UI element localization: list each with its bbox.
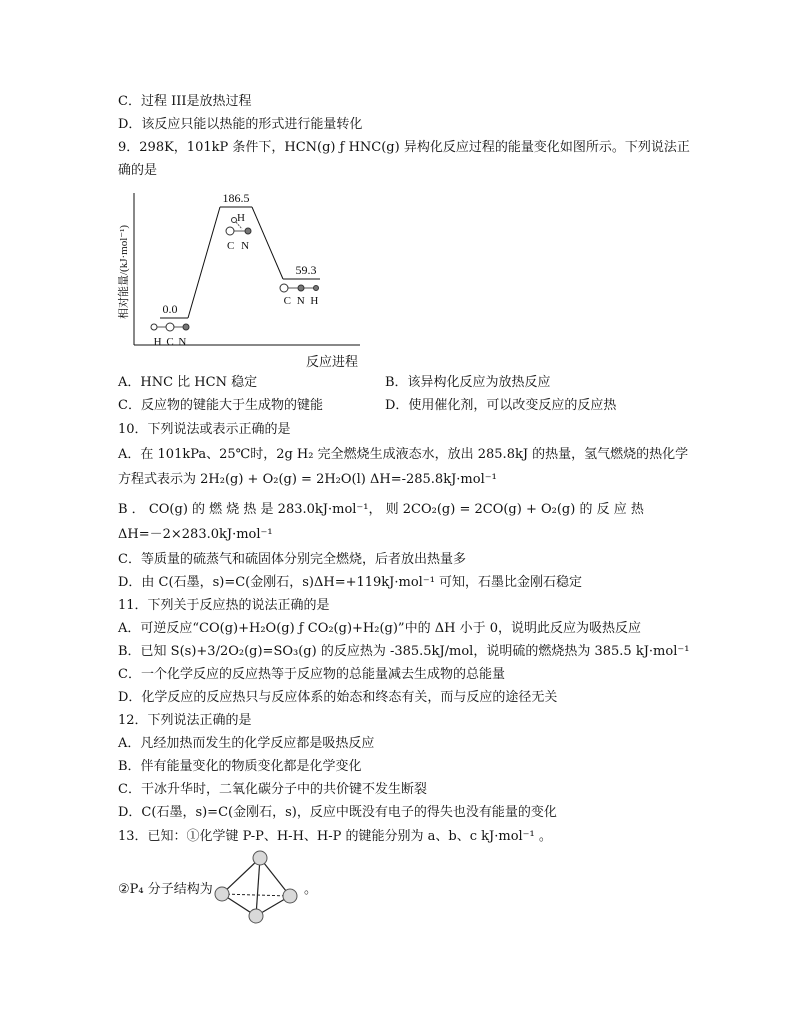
q12-option-b: B．伴有能量变化的物质变化都是化学变化 — [118, 759, 362, 774]
q9-option-a: A．HNC 比 HCN 稳定 — [118, 375, 258, 390]
q11-option-b: B．已知 S(s)+3/2O₂(g)=SO₃(g) 的反应热为 -385.5kJ/mol，说明硫的燃烧热为 385.5 kJ·mol⁻¹ — [118, 644, 690, 659]
p-atom-top — [253, 851, 267, 865]
q12-option-d: D．C(石墨，s)=C(金刚石，s)，反应中既没有电子的得失也没有能量的变化 — [118, 805, 557, 820]
q10-option-d: D．由 C(石墨，s)=C(金刚石，s)ΔH=+119kJ·mol⁻¹ 可知，石墨比金刚石稳定 — [118, 575, 583, 590]
q11-option-c: C．一个化学反应的反应热等于反应物的总能量减去生成物的总能量 — [118, 667, 505, 682]
q11-option-d: D．化学反应的反应热只与反应体系的始态和终态有关，而与反应的途径无关 — [118, 690, 558, 705]
label-186: 186.5 — [222, 191, 250, 205]
path-up — [188, 207, 220, 318]
p4-molecule-structure — [212, 846, 304, 926]
q9-stem-2: 确的是 — [118, 163, 158, 178]
p-atom-left — [215, 887, 229, 901]
ts-molecule — [226, 212, 251, 252]
q13-stem: 13．已知：①化学键 P-P、H-H、H-P 的键能分别为 a、b、c kJ·mol⁻¹ 。 — [118, 829, 552, 844]
p-atom-bottom — [249, 909, 263, 923]
q9-option-d: D．使用催化剂，可以改变反应的反应热 — [385, 398, 617, 413]
q10-option-c: C．等质量的硫蒸气和硫固体分别完全燃烧，后者放出热量多 — [118, 552, 466, 567]
ts-atom-h: H — [237, 212, 245, 224]
p-atom-right — [283, 889, 297, 903]
path-down — [252, 207, 283, 279]
hnc-molecule — [280, 284, 319, 307]
q10-option-a-2: 方程式表示为 2H₂(g) + O₂(g) = 2H₂O(l) ΔH=-285.8kJ·mol⁻¹ — [118, 472, 497, 487]
q9-stem-1: 9．298K，101kP 条件下，HCN(g) ƒ HNC(g) 异构化反应过程的能量变化如图所示。下列说法正 — [118, 140, 690, 155]
y-axis-label: 相对能量/(kJ·mol⁻¹) — [118, 224, 130, 320]
q12-option-a: A．凡经加热而发生的化学反应都是吸热反应 — [118, 736, 375, 751]
q11-option-a: A．可逆反应“CO(g)+H₂O(g) ƒ CO₂(g)+H₂(g)”中的 ΔH 小于 0，说明此反应为吸热反应 — [118, 621, 641, 636]
hcn-molecule — [151, 323, 189, 348]
hcn-atoms: H C N — [153, 336, 187, 348]
q9-option-b: B．该异构化反应为放热反应 — [385, 375, 551, 390]
q10-option-b-2: ΔH=－2×283.0kJ·mol⁻¹ — [118, 527, 273, 542]
line-c: C．过程 III是放热过程 — [118, 94, 252, 109]
q12-stem: 12．下列说法正确的是 — [118, 713, 252, 728]
label-59: 59.3 — [295, 263, 317, 277]
q10-option-b-1: B ． CO(g) 的 燃 烧 热 是 283.0kJ·mol⁻¹， 则 2CO₂(g) = 2CO(g) + O₂(g) 的 反 应 热 — [118, 502, 644, 517]
q11-stem: 11．下列关于反应热的说法正确的是 — [118, 598, 330, 613]
ts-atoms: C N — [226, 240, 250, 252]
q13-item-2-end: 。 — [304, 882, 318, 897]
energy-diagram — [110, 183, 380, 375]
hnc-atoms: C N H — [283, 295, 319, 307]
line-d: D．该反应只能以热能的形式进行能量转化 — [118, 117, 363, 132]
q12-option-c: C．干冰升华时，二氧化碳分子中的共价键不发生断裂 — [118, 782, 427, 797]
q10-stem: 10．下列说法或表示正确的是 — [118, 422, 291, 437]
x-axis-label: 反应进程 — [305, 354, 359, 369]
q9-option-c: C．反应物的键能大于生成物的键能 — [118, 398, 323, 413]
q10-option-a-1: A．在 101kPa、25℃时，2g H₂ 完全燃烧生成液态水，放出 285.8kJ 的热量，氢气燃烧的热化学 — [118, 447, 689, 462]
q13-item-2: ②P₄ 分子结构为 — [118, 882, 213, 897]
label-0: 0.0 — [162, 302, 178, 316]
